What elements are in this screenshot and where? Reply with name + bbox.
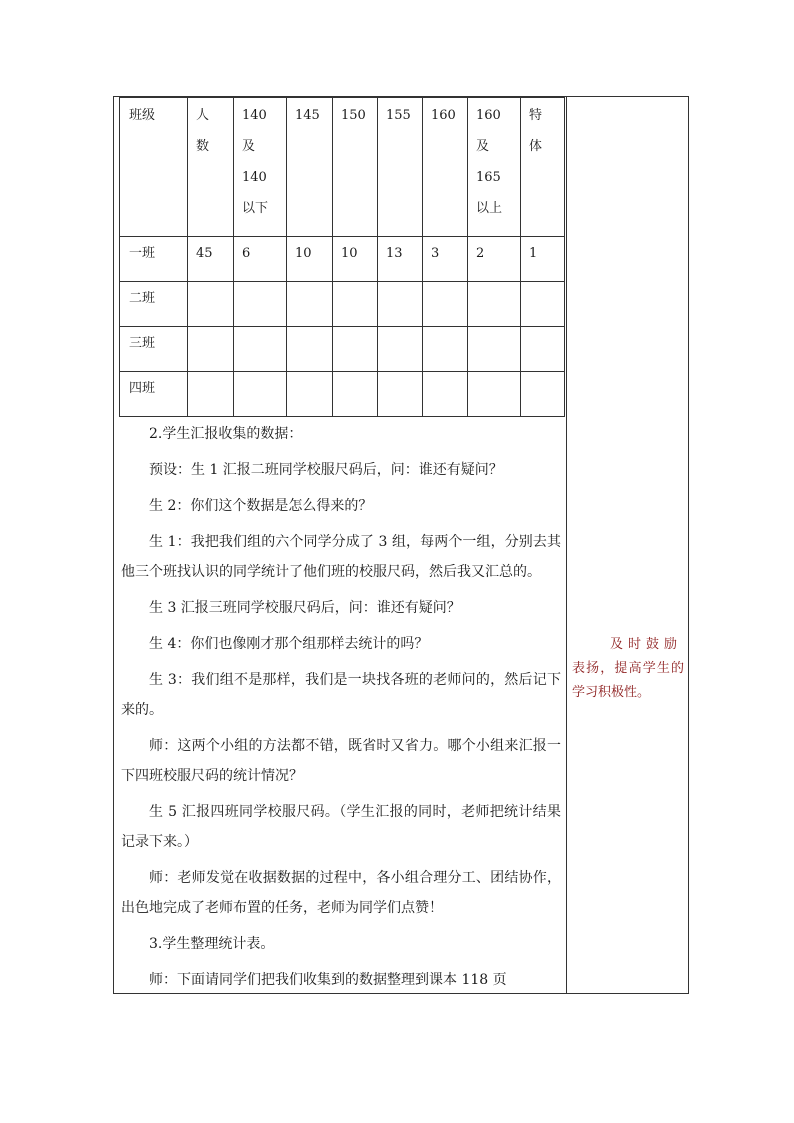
row-160 [423, 327, 468, 372]
paragraph: 生 3：我们组不是那样，我们是一块找各班的老师问的，然后记下来的。 [121, 672, 561, 718]
header-165-line: 160 [476, 108, 501, 123]
paragraph: 生 5 汇报四班同学校服尺码。（学生汇报的同时，老师把统计结果记录下来。） [121, 804, 561, 850]
row-140 [234, 327, 287, 372]
teaching-note [572, 633, 684, 705]
header-140-line: 及 [242, 139, 256, 154]
row-155: 13 [378, 237, 423, 282]
table-row [120, 237, 565, 282]
paragraph: 师：这两个小组的方法都不错，既省时又省力。哪个小组来汇报一下四班校服尺码的统计情况？ [121, 738, 561, 784]
row-145 [287, 282, 333, 327]
row-160 [423, 282, 468, 327]
table-row [120, 372, 565, 417]
row-140: 6 [234, 237, 287, 282]
row-special: 1 [521, 237, 565, 282]
row-150 [333, 327, 378, 372]
row-145: 10 [287, 237, 333, 282]
row-140 [234, 372, 287, 417]
row-count [188, 282, 234, 327]
row-165 [468, 372, 521, 417]
header-165-line: 以上 [476, 201, 503, 216]
row-count [188, 372, 234, 417]
paragraph: 生 3 汇报三班同学校服尺码后，问：谁还有疑问？ [149, 600, 461, 616]
header-165-line: 165 [476, 170, 501, 185]
header-class: 班级 [120, 98, 188, 237]
row-count: 45 [188, 237, 234, 282]
row-160: 3 [423, 237, 468, 282]
paragraph: 师：老师发觉在收据数据的过程中，各小组合理分工、团结协作，出色地完成了老师布置的任务，老师为同学们点赞！ [121, 870, 561, 916]
header-size-140 [234, 98, 287, 237]
paragraph: 师：下面请同学们把我们收集到的数据整理到课本 118 页 [149, 972, 507, 988]
row-165: 2 [468, 237, 521, 282]
row-155 [378, 327, 423, 372]
teaching-note-line1: 及时鼓励 [610, 637, 683, 652]
row-special [521, 282, 565, 327]
header-count-line: 数 [196, 139, 210, 154]
teaching-note-rest: 表扬，提高学生的学习积极性。 [572, 661, 684, 700]
row-165 [468, 282, 521, 327]
row-160 [423, 372, 468, 417]
row-150: 10 [333, 237, 378, 282]
row-class: 二班 [120, 282, 188, 327]
lesson-process-text [121, 419, 561, 995]
row-165 [468, 327, 521, 372]
header-size-145: 145 [287, 98, 333, 237]
table-row [120, 282, 565, 327]
header-size-150: 150 [333, 98, 378, 237]
row-140 [234, 282, 287, 327]
paragraph: 生 2：你们这个数据是怎么得来的？ [149, 498, 373, 514]
row-145 [287, 372, 333, 417]
header-count-line: 人 [196, 108, 210, 123]
paragraph: 生 1：我把我们组的六个同学分成了 3 组，每两个一组，分别去其他三个班找认识的同学统计了他们班的校服尺码，然后我又汇总的。 [121, 534, 561, 580]
column-divider [566, 96, 567, 994]
uniform-size-table [119, 97, 565, 417]
header-140-line: 以下 [242, 201, 269, 216]
paragraph: 预设：生 1 汇报二班同学校服尺码后，问：谁还有疑问？ [149, 462, 503, 478]
row-count [188, 327, 234, 372]
row-155 [378, 282, 423, 327]
header-special [521, 98, 565, 237]
row-150 [333, 372, 378, 417]
header-165-line: 及 [476, 139, 490, 154]
header-size-155: 155 [378, 98, 423, 237]
table-header-row [120, 98, 565, 237]
row-155 [378, 372, 423, 417]
header-special-line: 特 [529, 108, 543, 123]
paragraph: 2.学生汇报收集的数据： [149, 426, 303, 442]
header-140-line: 140 [242, 170, 267, 185]
paragraph: 3.学生整理统计表。 [149, 936, 275, 952]
row-special [521, 327, 565, 372]
header-size-165 [468, 98, 521, 237]
header-140-line: 140 [242, 108, 267, 123]
row-class: 一班 [120, 237, 188, 282]
row-class: 四班 [120, 372, 188, 417]
row-class: 三班 [120, 327, 188, 372]
row-150 [333, 282, 378, 327]
table-row [120, 327, 565, 372]
header-size-160: 160 [423, 98, 468, 237]
header-special-line: 体 [529, 139, 543, 154]
row-special [521, 372, 565, 417]
row-145 [287, 327, 333, 372]
header-count [188, 98, 234, 237]
paragraph: 生 4：你们也像刚才那个组那样去统计的吗？ [149, 636, 429, 652]
